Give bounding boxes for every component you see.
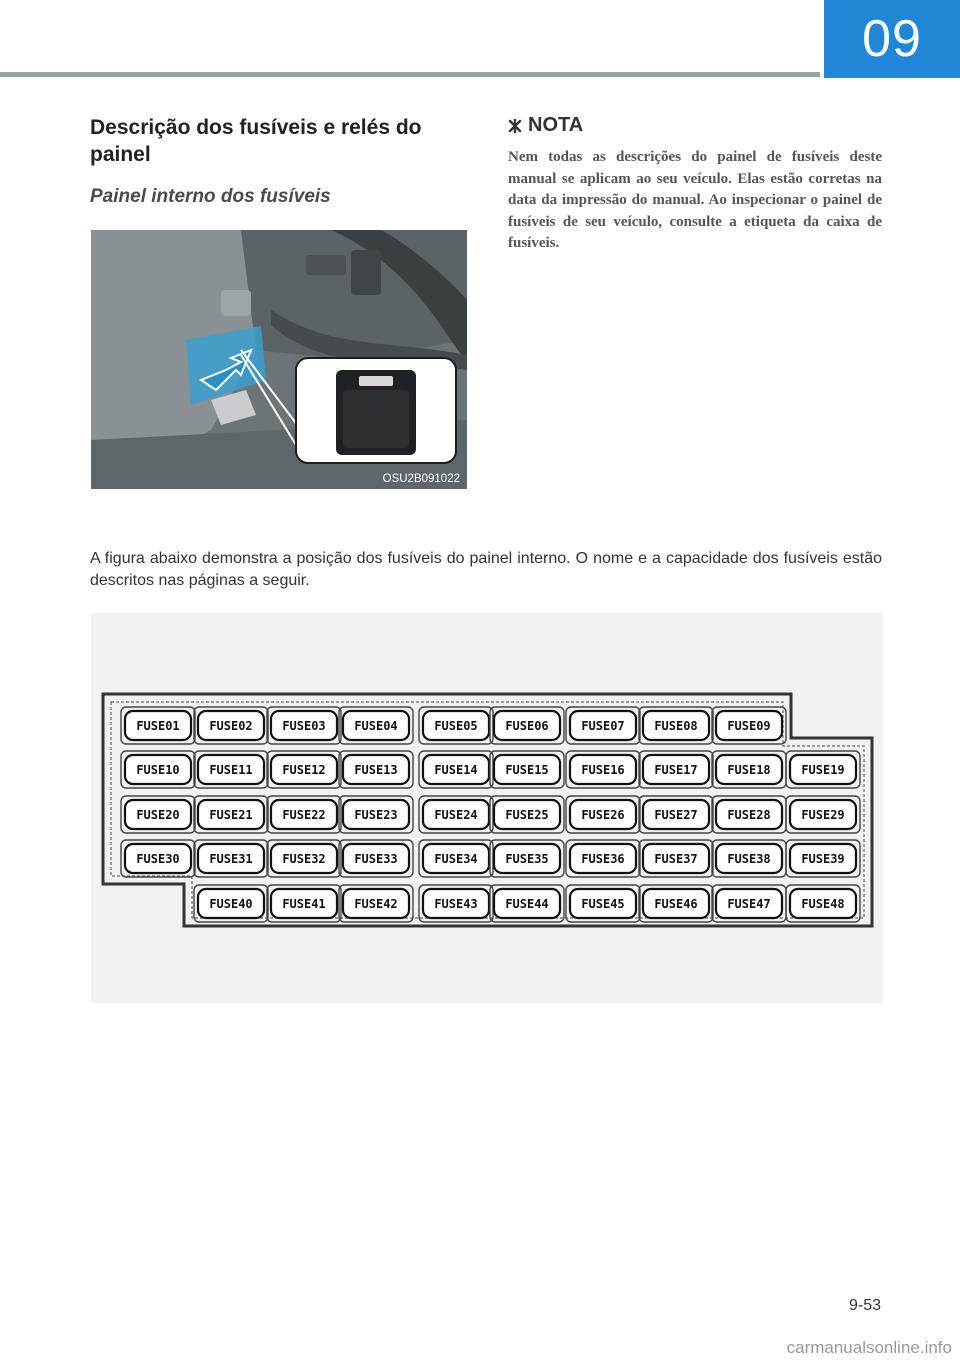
fuse-label: FUSE13 [354,763,398,777]
fuse-label: FUSE26 [581,808,625,822]
fuse-label: FUSE39 [801,852,845,866]
fuse-label: FUSE48 [801,897,845,911]
fuse-label: FUSE32 [282,852,326,866]
fuse-label: FUSE25 [505,808,549,822]
watermark: carmanualsonline.info [786,1338,952,1357]
fuse-label: FUSE45 [581,897,625,911]
fuse-label: FUSE24 [434,808,478,822]
fuse-label: FUSE42 [354,897,398,911]
fuse-label: FUSE10 [136,763,180,777]
fuse-label: FUSE02 [209,719,253,733]
fuse-panel-diagram [91,613,883,1003]
fuse-label: FUSE27 [654,808,698,822]
fuse-label: FUSE08 [654,719,698,733]
fuse-label: FUSE29 [801,808,845,822]
fuse-label: FUSE30 [136,852,180,866]
fuse-label: FUSE23 [354,808,398,822]
fuse-label: FUSE05 [434,719,478,733]
fuse-label: FUSE35 [505,852,549,866]
dashboard-illustration [91,230,467,489]
fuse-label: FUSE03 [282,719,326,733]
section-title: Descrição dos fusíveis e relés do painel [90,116,422,166]
fuse-label: FUSE41 [282,897,326,911]
fuse-label: FUSE34 [434,852,478,866]
fuse-label: FUSE38 [727,852,771,866]
fuse-label: FUSE40 [209,897,253,911]
fuse-label: FUSE22 [282,808,326,822]
fuse-label: FUSE31 [209,852,253,866]
fuse-label: FUSE28 [727,808,771,822]
header-rule [0,72,820,77]
intro-paragraph: A figura abaixo demonstra a posição dos fusíveis do painel interno. O nome e a capacidade dos fusíveis estão descritos nas páginas a seguir. [90,550,882,589]
asterisk-icon [508,119,522,133]
note-body: Nem todas as descrições do painel de fusíveis deste manual se aplicam ao seu veículo. Elas estão corretas na data da impressão do manual. Ao inspecionar o painel de fusíveis de seu veículo, consulte a etiqueta da caixa de fusíveis. [508,149,882,251]
fuse-label: FUSE01 [136,719,180,733]
fuse-label: FUSE07 [581,719,625,733]
fuse-label: FUSE33 [354,852,398,866]
fuse-label: FUSE16 [581,763,625,777]
fuse-label: FUSE14 [434,763,478,777]
fuse-label: FUSE12 [282,763,326,777]
chapter-tab: 09 [824,0,960,78]
fuse-label: FUSE21 [209,808,253,822]
section-subtitle: Painel interno dos fusíveis [90,186,331,207]
fuse-label: FUSE46 [654,897,698,911]
fuse-label: FUSE19 [801,763,845,777]
fuse-label: FUSE11 [209,763,253,777]
fuse-label: FUSE18 [727,763,771,777]
fuse-panel-location-photo [91,230,467,489]
fuse-layout [91,613,883,1003]
fuse-label: FUSE20 [136,808,180,822]
fuse-label: FUSE17 [654,763,698,777]
fuse-label: FUSE06 [505,719,549,733]
fuse-label: FUSE43 [434,897,478,911]
fuse-label: FUSE36 [581,852,625,866]
page-number: 9-53 [848,1297,881,1314]
fuse-label: FUSE47 [727,897,771,911]
fuse-label: FUSE15 [505,763,549,777]
note-title: NOTA [528,114,584,136]
photo-code: OSU2B091022 [382,473,460,485]
fuse-label: FUSE37 [654,852,698,866]
fuse-label: FUSE09 [727,719,771,733]
fuse-label: FUSE04 [354,719,398,733]
fuse-label: FUSE44 [505,897,549,911]
note-heading [508,114,583,137]
